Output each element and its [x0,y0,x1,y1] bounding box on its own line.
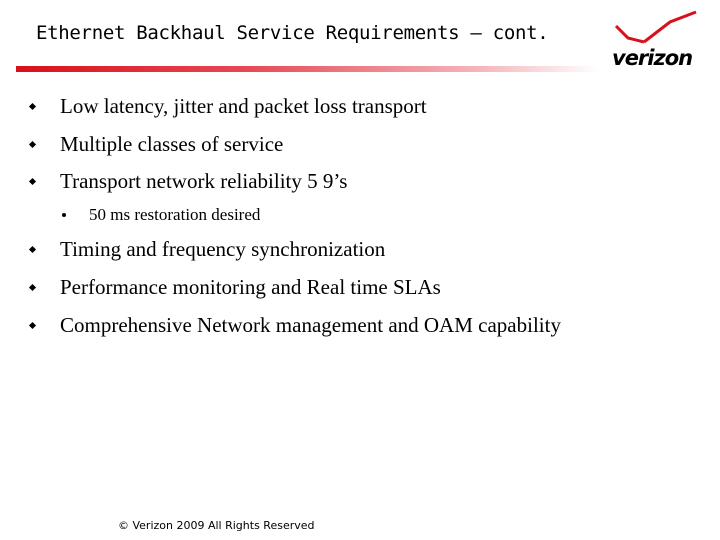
diamond-bullet-icon [29,141,36,148]
bullet-text: Timing and frequency synchronization [60,237,386,261]
diamond-bullet-icon [29,322,36,329]
dot-bullet-icon [62,213,66,217]
bullet-text: Multiple classes of service [60,132,284,156]
slide-title: Ethernet Backhaul Service Requirements – cont. [36,22,549,44]
bullet-text: Performance monitoring and Real time SLAs [60,275,441,299]
diamond-bullet-icon [29,178,36,185]
diamond-bullet-icon [29,246,36,253]
logo-wordmark: verizon [612,46,693,70]
diamond-bullet-icon [29,103,36,110]
bullet-text: Comprehensive Network management and OAM capability [60,313,561,337]
bullet-text: Low latency, jitter and packet loss transport [60,94,427,118]
bullet-text: Transport network reliability 5 9’s [60,169,348,193]
verizon-logo [604,8,708,72]
diamond-bullet-icon [29,284,36,291]
copyright-footer: © Verizon 2009 All Rights Reserved [118,519,315,532]
title-underline [16,66,600,72]
sub-bullet-text: 50 ms restoration desired [89,205,261,224]
